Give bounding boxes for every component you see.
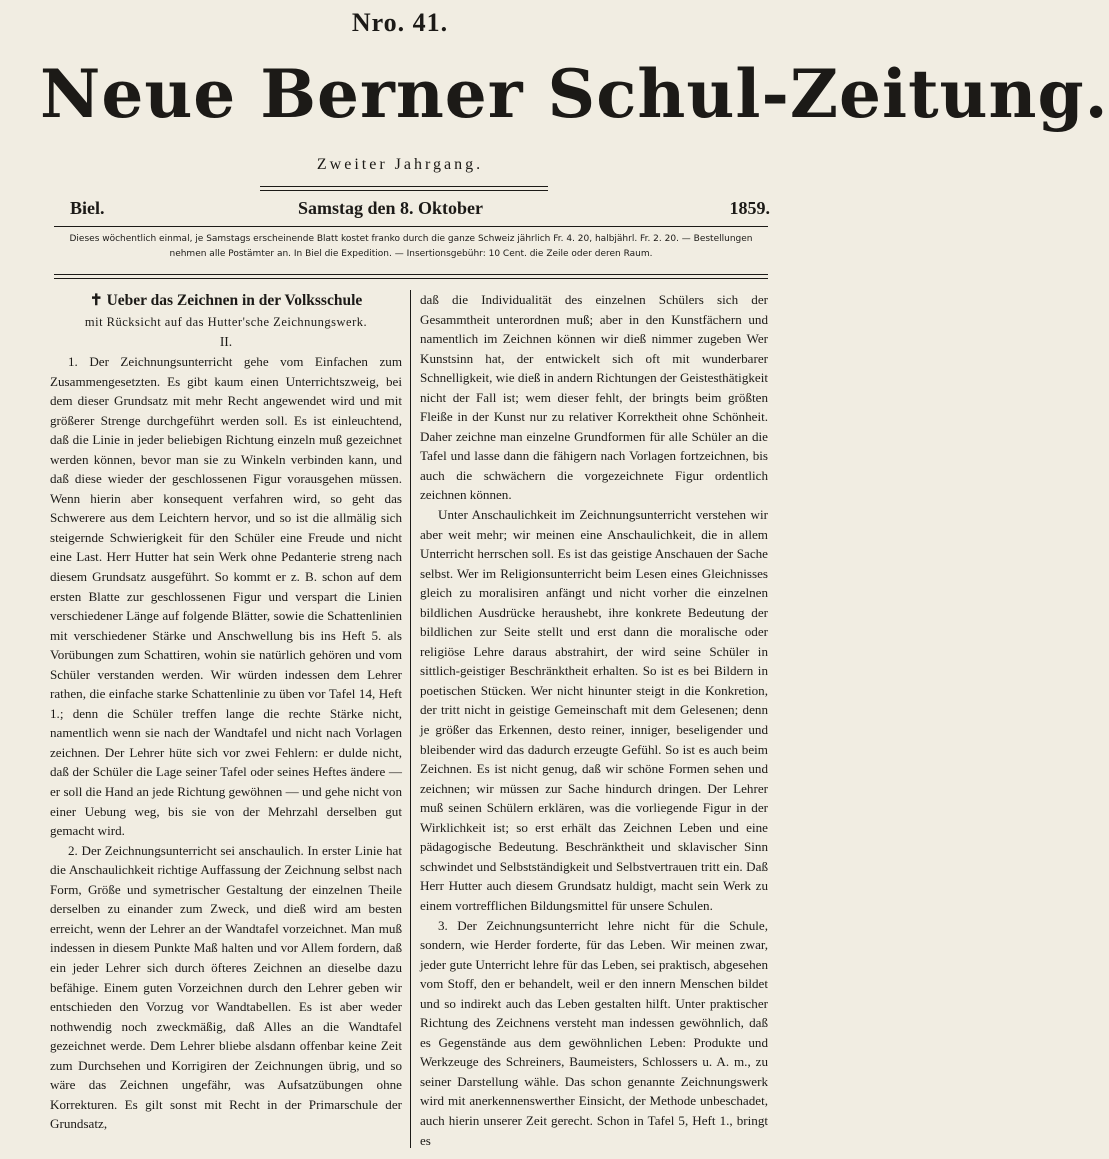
subscription-notice: Dieses wöchentlich einmal, je Samstags erscheinende Blatt kostet franko durch die ganze Schweiz jährlich Fr. 4. 20, halbjährl. Fr. 2. 20. — Bestellungen nehmen alle Postämter an. In Biel die Expedition. — Insertionsgebühr: 10 Cent. die Zeile oder deren Raum.: [69, 234, 753, 259]
issue-number: Nro. 41.: [351, 8, 449, 37]
paragraph: 2. Der Zeichnungsunterricht sei anschaulich. In erster Linie hat die Anschaulichkeit richtige Auffassung der Zeichnung selbst nach Form, Größe und symetrischer Gestaltung der einzelnen Theile derselben zu einander zum Zweck, und dieß wird am besten erreicht, wenn der Lehrer an der Wandtafel vorzeichnet. Man muß indessen in diesem Punkte Maß halten und vor Allem fordern, daß ein jeder Lehrer sich durch öfteres Zeichnen an dieselbe dazu befähige. Einem guten Vorzeichnen durch den Lehrer geben wir entschieden den Vorzug vor Wandtabellen. Es ist aber weder nothwendig noch zweckmäßig, daß Alles an die Wandtafel gezeichnet werde. Dem Lehrer bliebe alsdann offenbar keine Zeit zum Durchsehen und Korrigiren der Zeichnungen übrig, und so wäre das Zeichnen ungefähr, was Aufsatzübungen ohne Korrekturen. Es gilt sonst mit Recht in der Primarschule der Grundsatz,: [50, 842, 402, 1132]
masthead-title: Neue Berner Schul-Zeitung.: [40, 55, 1109, 133]
date: Samstag den 8. Oktober: [298, 198, 484, 218]
paragraph: 3. Der Zeichnungsunterricht lehre nicht für die Schule, sondern, wie Herder forderte, für das Leben. Wir meinen zwar, jeder gute Unterricht lehre für das Leben, sei praktisch, abgesehen vom Stoff, den er behandelt, weil er den innern Menschen bildet und so indirekt auch das Leben gestalten hilft. Unter praktischer Richtung des Zeichnens versteht man indessen gewöhnlich, daß es Gegenstände aus dem gewöhnlichen Leben: Produkte und Werkzeuge des Schreiners, Baumeisters, Schlossers u. A. m., zu seiner Darstellung wähle. Das schon genannte Zeichnungswerk wird mit anerkennenswerther Einsicht, der Methode unbeschadet, auch hierin unserer Zeit gerecht. Schon in Tafel 5, Heft 1., bringt es: [420, 917, 768, 1148]
paragraph: daß die Individualität des einzelnen Schülers sich der Gesammtheit unterordnen muß; aber in den Kunstfächern und namentlich im Zeichnen können wir dieß nimmer zugeben Wer Kunstsinn hat, der entwickelt sich oft mit wunderbarer Schnelligkeit, wie dieß in andern Richtungen der Geistesthätigkeit nicht der Fall ist; wem dieser fehlt, der bringts beim größten Fleiße in der Kunst nur zu relativer Korrektheit ohne Schönheit. Daher zeichne man einzelne Grundformen für alle Schüler an die Tafel und lasse dann die fähigern nach Vorlagen fortzeichnen, bis auch die schwächern die vorgezeichnete Figur ordentlich zeichnen können.: [420, 292, 768, 503]
column-divider: [410, 290, 411, 1148]
right-column: [420, 290, 768, 1150]
left-column: [50, 290, 402, 1150]
top-rule-double: [260, 190, 548, 191]
place: Biel.: [70, 198, 105, 218]
paragraph: 1. Der Zeichnungsunterricht gehe vom Einfachen zum Zusammengesetzten. Es gibt kaum einen Unterrichtszweig, bei dem dieser Grundsatz mit mehr Recht angewendet wird und mit größerer Strenge durchgeführt werden soll. Es ist einleuchtend, daß die Linie in jeder beliebigen Richtung einzeln muß gezeichnet werden können, bevor man sie zu Winkeln verbinden kann, und daß diese wieder der geschlossenen Figur vorausgehen müssen. Wenn hierin aber konsequent verfahren wird, so geht das Schwerere aus dem Leichtern hervor, und so ist die allmälig sich steigernde Schwierigkeit für den Schüler eine Freude und nicht eine Last. Herr Hutter hat sein Werk ohne Pedanterie streng nach diesem Grundsatz ausgeführt. So kommt er z. B. schon auf dem ersten Blatte zur geschlossenen Figur und verspart die Linien verschiedener Länge auf folgende Blätter, sowie die Schattenlinien mit verschiedener Stärke und Anschwellung bis ins Heft 5. als Vorübungen zum Schattiren, wohin sie natürlich gehören und vom Schüler verstanden werden. Wir würden indessen dem Lehrer rathen, die einfache starke Schattenlinie zu üben vor Tafel 14, Heft 1.; denn die Schüler treffen lange die rechte Stärke nicht, namentlich wenn sie nach der Wandtafel und nicht nach Vorlagen zeichnen. Der Lehrer hüte sich vor zwei Fehlern: er dulde nicht, daß der Schüler die Lage seiner Tafel oder seines Heftes ändere — er soll die Hand an jede Richtung gewöhnen — und gehe nicht von einer Uebung weg, bis sie von der Mehrzahl derselben gut gemacht wird.: [50, 354, 402, 839]
paragraph: Unter Anschaulichkeit im Zeichnungsunterricht verstehen wir aber weit mehr; wir meinen eine Anschaulichkeit, die in allem Unterricht herrschen soll. Es ist das geistige Anschauen der Sache selbst. Wer im Religionsunterricht beim Lesen eines Gleichnisses gleich zu moralisiren anfängt und nicht vorher die einzelnen bildlichen Ausdrücke heraushebt, ihre konkrete Bedeutung der bildlichen zur Seite stellt und erst dann die moralische oder religiöse Lehre daraus abstrahirt, der wird seine Schüler in sittlich-geistiger Beschränktheit erhalten. So ist es bei Bildern in poetischen Stücken. Wer nicht hinunter steigt in die Konkretion, der tritt nicht in geistige Gemeinschaft mit dem Gelesenen; denn je größer das Erkennen, desto reiner, inniger, beseligender und bleibender wird das dadurch erzeugte Gefühl. So ist es auch beim Zeichnen. Es ist nicht genug, daß wir schöne Formen sehen und zeichnen; wir müssen zur Sache hindurch dringen. Der Lehrer muß seinen Schülern erklären, was die vorliegende Figur in der Wirklichkeit ist; so erst erhält das Zeichnen Leben und eine pädagogische Bedeutung. Beschränktheit und sklavischer Sinn schwindet und Selbstständigkeit und Selbstvertrauen tritt ein. Daß Herr Hutter auch diesem Grundsatz huldigt, macht sein Werk zu einem vortrefflichen Bildungsmittel für unsere Schulen.: [420, 507, 768, 913]
notice-rule: [54, 274, 768, 275]
volume-line: Zweiter Jahrgang.: [316, 156, 484, 173]
notice-rule-double: [54, 278, 768, 279]
dateline-rule: [54, 226, 768, 227]
article-part: II.: [219, 334, 233, 349]
dateline: [70, 198, 770, 222]
article-title: ✝ Ueber das Zeichnen in der Volksschule: [89, 292, 363, 309]
top-rule: [260, 186, 548, 187]
year: 1859.: [729, 198, 770, 218]
article-subtitle: mit Rücksicht auf das Hutter'sche Zeichnungswerk.: [84, 315, 368, 329]
